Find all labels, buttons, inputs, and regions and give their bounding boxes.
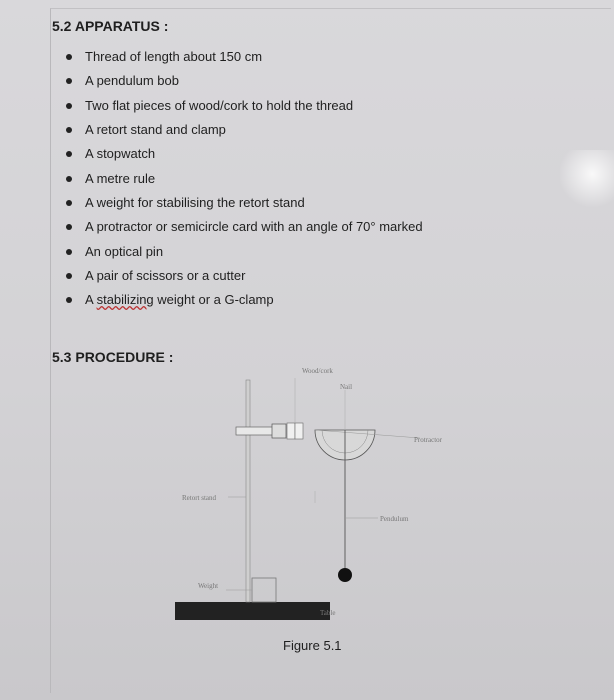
bullet-icon — [66, 273, 72, 279]
pendulum-setup-figure — [170, 360, 450, 630]
list-item-text: A stopwatch — [85, 146, 156, 162]
weight-label: Weight — [198, 582, 219, 590]
weight-block — [252, 578, 276, 602]
bullet-icon — [66, 297, 72, 303]
wood-cork-piece — [287, 423, 295, 439]
figure-caption: Figure 5.1 — [283, 638, 342, 653]
pendulum-bob — [338, 568, 352, 582]
apparatus-heading: 5.2 APPARATUS : — [52, 18, 169, 34]
nail-label: Nail — [340, 383, 353, 391]
light-glare — [560, 150, 614, 210]
list-item-text: Thread of length about 150 cm — [85, 49, 263, 65]
list-item — [66, 264, 423, 288]
procedure-heading: 5.3 PROCEDURE : — [52, 349, 174, 365]
list-item — [66, 191, 423, 215]
pendulum-label: Pendulum — [380, 515, 409, 523]
wood-cork-piece — [295, 423, 303, 439]
clamp-head — [272, 424, 286, 438]
bullet-icon — [66, 151, 72, 157]
list-item-text: A metre rule — [85, 170, 156, 186]
bullet-icon — [66, 103, 72, 109]
list-item — [66, 94, 423, 118]
bullet-icon — [66, 54, 72, 60]
list-item-text: A pair of scissors or a cutter — [85, 267, 246, 283]
bullet-icon — [66, 127, 72, 133]
retort-stand-label: Retort stand — [182, 494, 217, 502]
spellcheck-underlined-word: stabilizing — [96, 292, 154, 308]
list-item-text — [85, 290, 274, 310]
bullet-icon — [66, 78, 72, 84]
retort-stand-rod — [246, 380, 250, 602]
list-item — [66, 69, 423, 93]
list-item — [66, 288, 423, 312]
list-item — [66, 239, 423, 263]
list-item — [66, 215, 423, 239]
bullet-icon — [66, 200, 72, 206]
list-item-text: Two flat pieces of wood/cork to hold the thread — [85, 97, 354, 113]
table-label: Table — [320, 609, 336, 617]
list-item-text: A weight for stabilising the retort stand — [85, 194, 305, 210]
wood-cork-label: Wood/cork — [302, 367, 333, 375]
bullet-icon — [66, 176, 72, 182]
list-item-text: A pendulum bob — [85, 73, 179, 89]
list-item-text: A retort stand and clamp — [85, 122, 226, 138]
list-item-prefix: A — [85, 292, 97, 308]
protractor-label: Protractor — [414, 436, 442, 444]
bullet-icon — [66, 249, 72, 255]
list-item — [66, 166, 423, 190]
apparatus-list — [66, 45, 423, 312]
list-item — [66, 118, 423, 142]
bullet-icon — [66, 224, 72, 230]
table-base — [175, 602, 330, 620]
list-item-text: An optical pin — [85, 243, 164, 259]
list-item-text: A protractor or semicircle card with an angle of 70° marked — [85, 219, 423, 235]
list-item — [66, 142, 423, 166]
list-item — [66, 45, 423, 69]
list-item-suffix: weight or a G-clamp — [153, 292, 274, 308]
